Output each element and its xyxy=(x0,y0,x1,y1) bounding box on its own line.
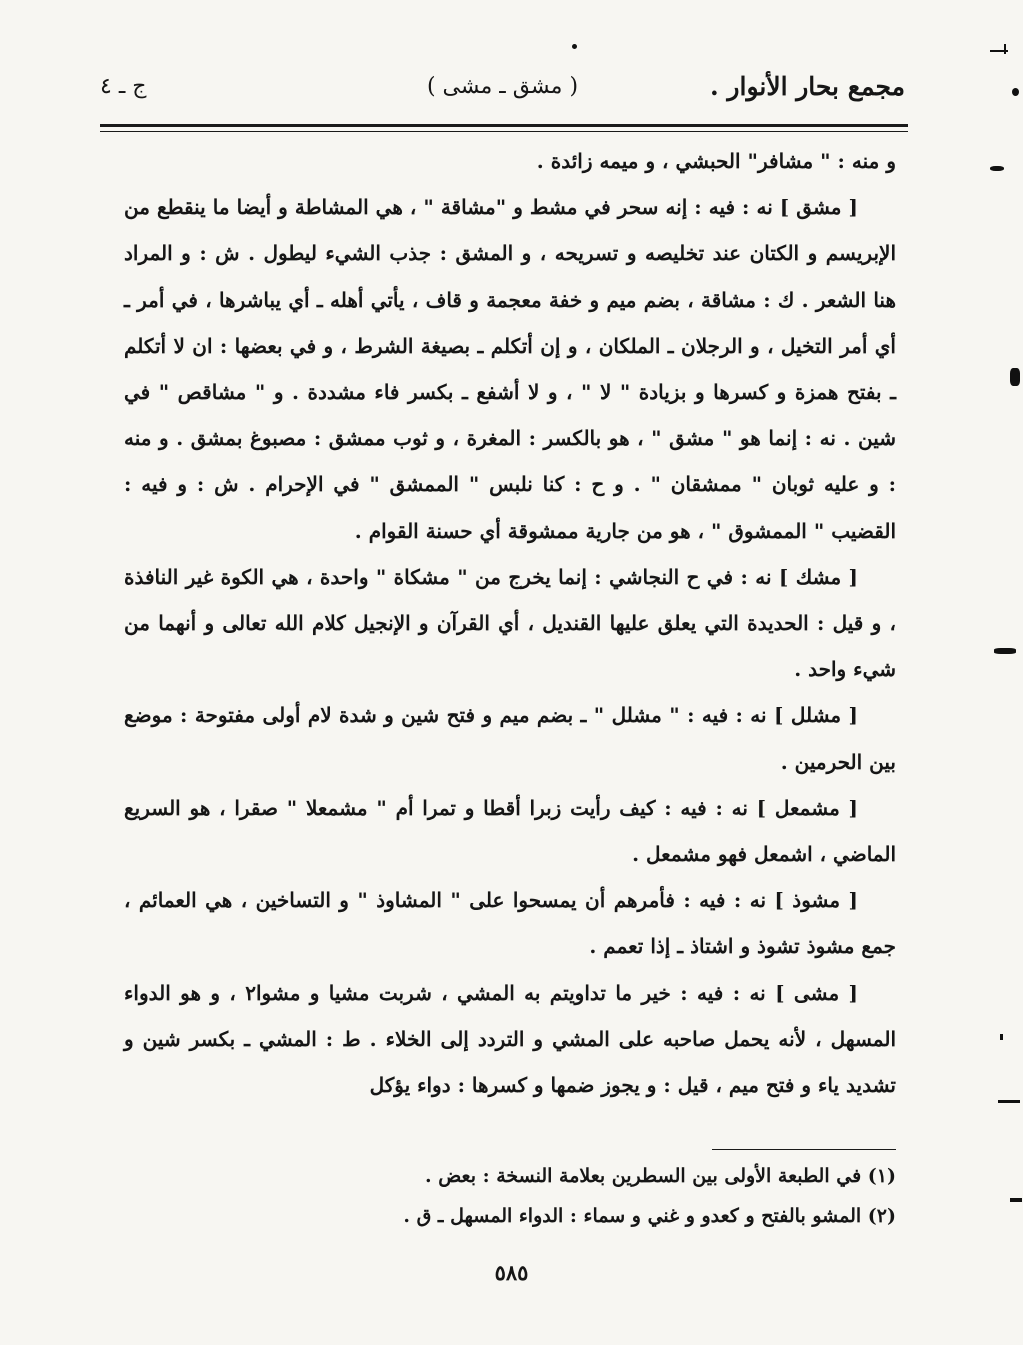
footnote-1: (١) في الطبعة الأولى بين السطرين بعلامة النسخة : بعض . xyxy=(425,1165,896,1187)
scan-speck xyxy=(572,44,577,49)
footnote-separator xyxy=(712,1149,896,1150)
header-entry-range: ( مشق ـ مشى ) xyxy=(426,74,579,99)
entry-mashy: [ مشى ] نه : فيه : خير ما تداويتم به المشي ، شربت مشيا و مشوا٢ ، و هو الدواء المسهل ، لأنه يحمل صاحبه على المشي و التردد إلى الخلاء . ط : المشي ـ بكسر شين و تشديد ياء و فتح ميم ، قيل : و يجوز ضمها و كسرها : دواء يؤكل xyxy=(124,980,897,1098)
scan-speck xyxy=(1004,44,1006,54)
entry-mashk: [ مشك ] نه : في ح النجاشي : إنما يخرج من " مشكاة " واحدة ، هي الكوة غير النافذة ، و قيل : الحديدة التي يعلق عليها القنديل ، أي القرآن و الإنجيل كلام الله تعالى و أنهما من شيء واحد . xyxy=(124,564,896,682)
footnotes xyxy=(124,1156,896,1236)
scan-speck xyxy=(1012,88,1019,96)
scan-speck xyxy=(1010,368,1020,386)
page-number: ٥٨٥ xyxy=(494,1260,529,1285)
entry-mushmaill: [ مشمعل ] نه : فيه : كيف رأيت زبرا أقطا و تمرا أم " مشمعلا " صقرا ، هو السريع الماضي ، اشمعل فهو مشمعل . xyxy=(124,795,896,867)
scan-speck xyxy=(994,648,1016,654)
page-header xyxy=(100,66,905,116)
running-title: مجمع بحار الأنوار . xyxy=(710,72,905,101)
main-text xyxy=(124,138,896,1108)
scan-speck xyxy=(998,1100,1020,1103)
continuation-line: و منه : " مشافر" الحبشي ، و ميمه زائدة . xyxy=(536,149,896,173)
footnote-2: (٢) المشو بالفتح و كعدو و غني و سماء : الدواء المسهل ـ ق . xyxy=(403,1205,896,1227)
entry-mashq: [ مشق ] نه : فيه : إنه سحر في مشط و "مشاقة " ، هي المشاطة و أيضا ما ينقطع من الإبريسم و الكتان عند تخليصه و تسريحه ، و المشق : جذب الشيء ليطول . ش : و المراد هنا الشعر . ك : مشاقة ، بضم ميم و خفة معجمة و قاف ، يأتي أهله ـ أي يباشرها ، في أمر ـ أي أمر التخيل ، و الرجلان ـ الملكان ، و إن أتكلم ـ بصيغة الشرط ، و في بعضها : ان لا أتكلم ـ بفتح همزة و كسرها و بزيادة " لا " ، و لا أشفع ـ بكسر فاء مشددة . و " مشاقص " في شين . نه : إنما هو " مشق " ، هو بالكسر : المغرة ، و ثوب ممشق : مصبوغ بمشق . و منه : و عليه ثوبان " ممشقان " . و ح : كنا نلبس " الممشق " في الإحرام . ش : و فيه : القضيب " الممشوق " ، هو من جارية ممشوقة أي حسنة القوام . xyxy=(124,195,896,543)
scan-speck xyxy=(1010,1198,1022,1202)
entry-mishwadh: [ مشوذ ] نه : فيه : فأمرهم أن يمسحوا على " المشاوذ " و التساخين ، هي العمائم ، جمع مشوذ تشوذ و اشتاذ ـ إذا تعمم . xyxy=(124,888,896,959)
volume-number: ج ـ ٤ xyxy=(100,74,147,99)
header-rule-thick xyxy=(100,124,908,127)
header-rule-thin xyxy=(100,131,908,132)
scan-speck xyxy=(990,166,1004,171)
scan-speck xyxy=(1000,1034,1003,1040)
entry-mushallal: [ مشلل ] نه : فيه : " مشلل " ـ بضم ميم و فتح شين و شدة لام أولى مفتوحة : موضع بين الحرمين . xyxy=(124,703,896,774)
